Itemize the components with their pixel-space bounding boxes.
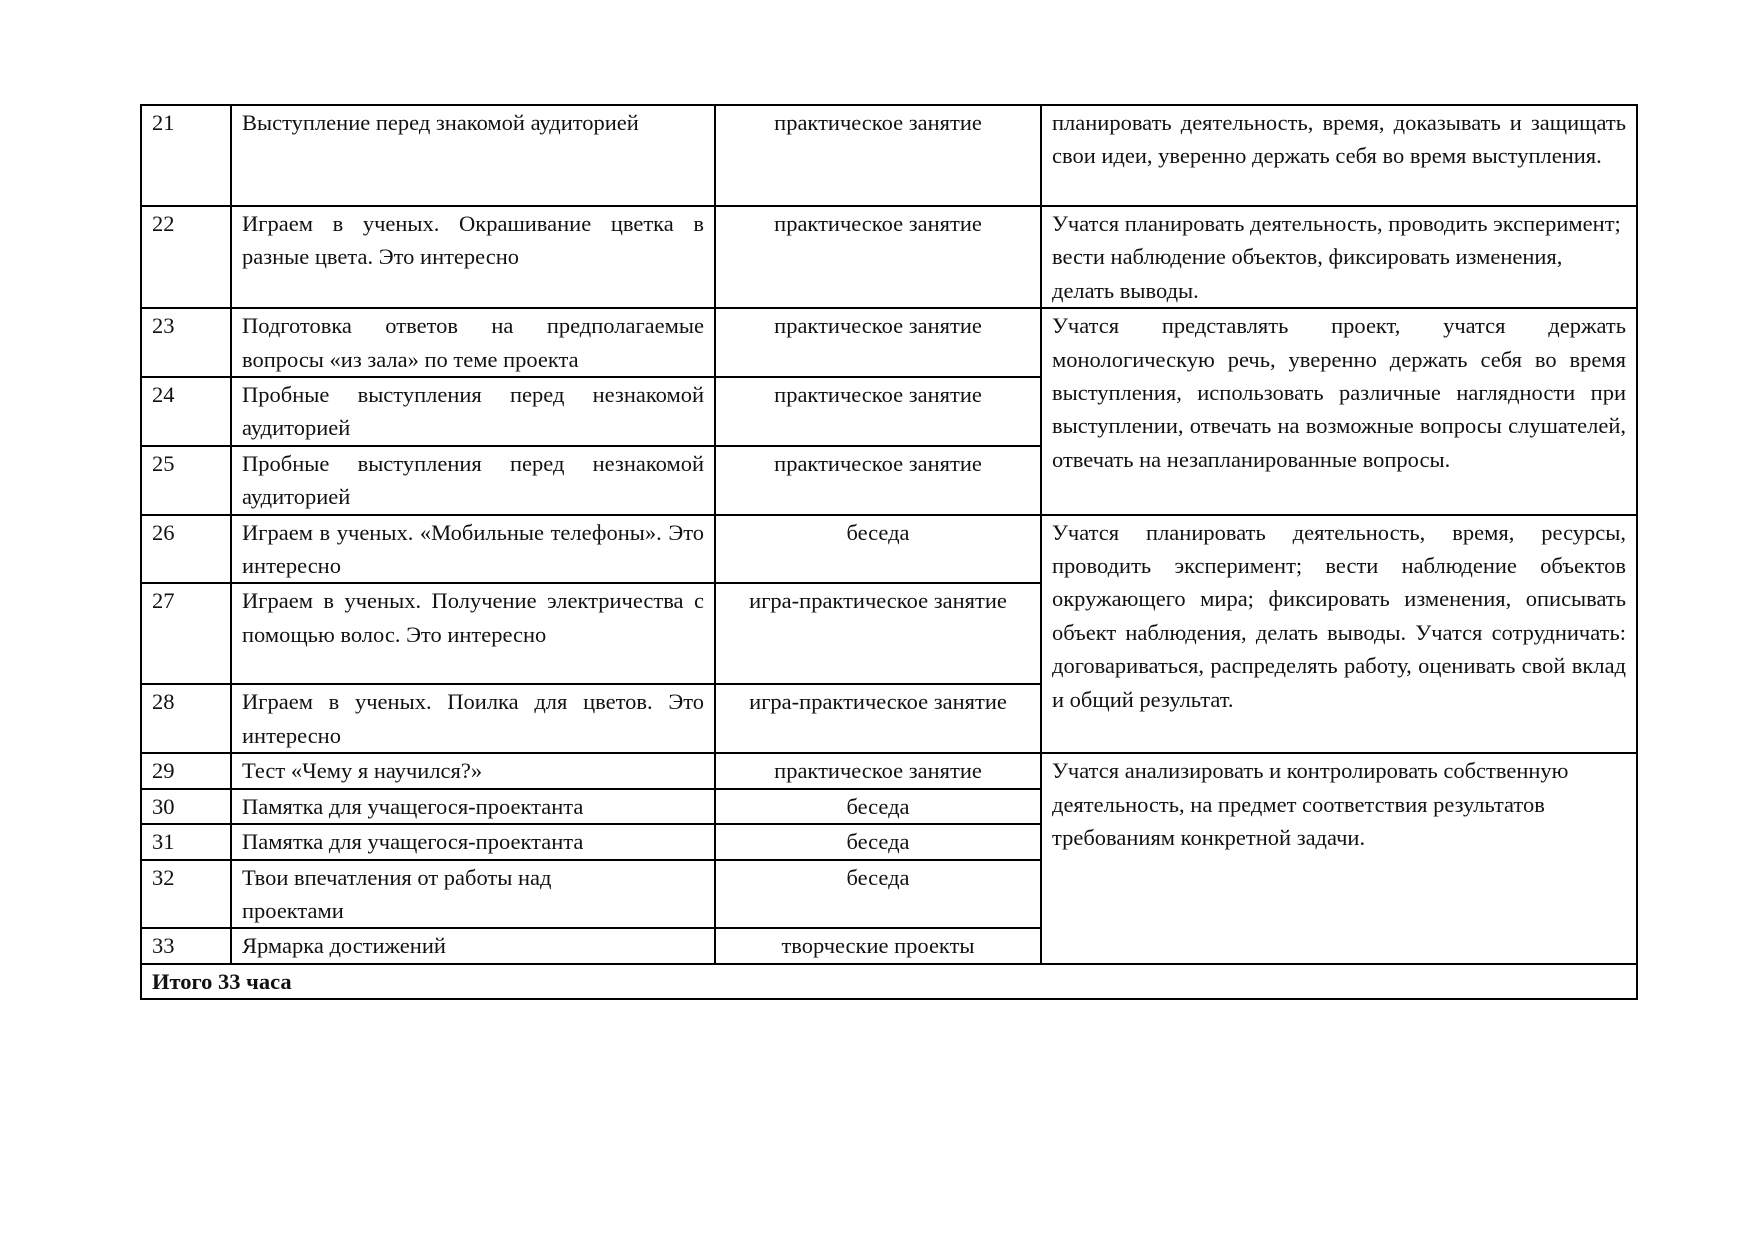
lesson-number: 32 bbox=[141, 860, 231, 929]
activity-description: Учатся анализировать и контролировать собственную деятельность, на предмет соответствия результатов требованиям конкретной задачи. bbox=[1041, 753, 1637, 963]
lesson-topic: Ярмарка достижений bbox=[231, 928, 715, 963]
lesson-number: 25 bbox=[141, 446, 231, 515]
lesson-topic: Памятка для учащегося-проектанта bbox=[231, 789, 715, 824]
total-row bbox=[141, 964, 1637, 999]
lesson-form: игра-практическое занятие bbox=[715, 583, 1041, 684]
lesson-topic: Играем в ученых. «Мобильные телефоны». Это интересно bbox=[231, 515, 715, 584]
lesson-number: 30 bbox=[141, 789, 231, 824]
lesson-number: 21 bbox=[141, 105, 231, 206]
lesson-form: беседа bbox=[715, 824, 1041, 859]
lesson-topic: Играем в ученых. Окрашивание цветка в разные цвета. Это интересно bbox=[231, 206, 715, 308]
activity-description: Учатся представлять проект, учатся держать монологическую речь, уверенно держать себя во время выступления, использовать различные наглядности при выступлении, отвечать на возможные вопросы слушателей, отвечать на незапланированные вопросы. bbox=[1041, 308, 1637, 514]
table-row bbox=[141, 105, 1637, 206]
lesson-form: практическое занятие bbox=[715, 446, 1041, 515]
lesson-number: 31 bbox=[141, 824, 231, 859]
lesson-number: 23 bbox=[141, 308, 231, 377]
table-row bbox=[141, 515, 1637, 584]
lesson-plan-table bbox=[140, 104, 1638, 1000]
activity-description: Учатся планировать деятельность, время, ресурсы, проводить эксперимент; вести наблюдение объектов окружающего мира; фиксировать изменения, описывать объект наблюдения, делать выводы. Учатся сотрудничать: договариваться, распределять работу, оценивать свой вклад и общий результат. bbox=[1041, 515, 1637, 754]
lesson-form: беседа bbox=[715, 515, 1041, 584]
activity-description: планировать деятельность, время, доказывать и защищать свои идеи, уверенно держать себя во время выступления. bbox=[1041, 105, 1637, 206]
activity-description: Учатся планировать деятельность, проводить эксперимент; вести наблюдение объектов, фиксировать изменения, делать выводы. bbox=[1041, 206, 1637, 308]
lesson-number: 28 bbox=[141, 684, 231, 753]
lesson-form: практическое занятие bbox=[715, 308, 1041, 377]
lesson-number: 27 bbox=[141, 583, 231, 684]
lesson-topic: Пробные выступления перед незнакомой аудиторией bbox=[231, 377, 715, 446]
lesson-topic: Памятка для учащегося-проектанта bbox=[231, 824, 715, 859]
lesson-form: игра-практическое занятие bbox=[715, 684, 1041, 753]
lesson-topic: Тест «Чему я научился?» bbox=[231, 753, 715, 788]
lesson-number: 22 bbox=[141, 206, 231, 308]
table-row bbox=[141, 753, 1637, 788]
lesson-form: практическое занятие bbox=[715, 206, 1041, 308]
lesson-form: беседа bbox=[715, 860, 1041, 929]
total-hours: Итого 33 часа bbox=[141, 964, 1637, 999]
table-row bbox=[141, 206, 1637, 308]
lesson-form: практическое занятие bbox=[715, 105, 1041, 206]
lesson-topic: Твои впечатления от работы над проектами bbox=[231, 860, 715, 929]
lesson-form: беседа bbox=[715, 789, 1041, 824]
lesson-topic: Выступление перед знакомой аудиторией bbox=[231, 105, 715, 206]
lesson-form: практическое занятие bbox=[715, 377, 1041, 446]
lesson-topic: Пробные выступления перед незнакомой аудиторией bbox=[231, 446, 715, 515]
lesson-form: творческие проекты bbox=[715, 928, 1041, 963]
lesson-topic: Играем в ученых. Получение электричества с помощью волос. Это интересно bbox=[231, 583, 715, 684]
lesson-number: 24 bbox=[141, 377, 231, 446]
lesson-form: практическое занятие bbox=[715, 753, 1041, 788]
lesson-topic: Играем в ученых. Поилка для цветов. Это интересно bbox=[231, 684, 715, 753]
lesson-topic: Подготовка ответов на предполагаемые вопросы «из зала» по теме проекта bbox=[231, 308, 715, 377]
lesson-number: 33 bbox=[141, 928, 231, 963]
table-row bbox=[141, 308, 1637, 377]
lesson-number: 26 bbox=[141, 515, 231, 584]
lesson-number: 29 bbox=[141, 753, 231, 788]
